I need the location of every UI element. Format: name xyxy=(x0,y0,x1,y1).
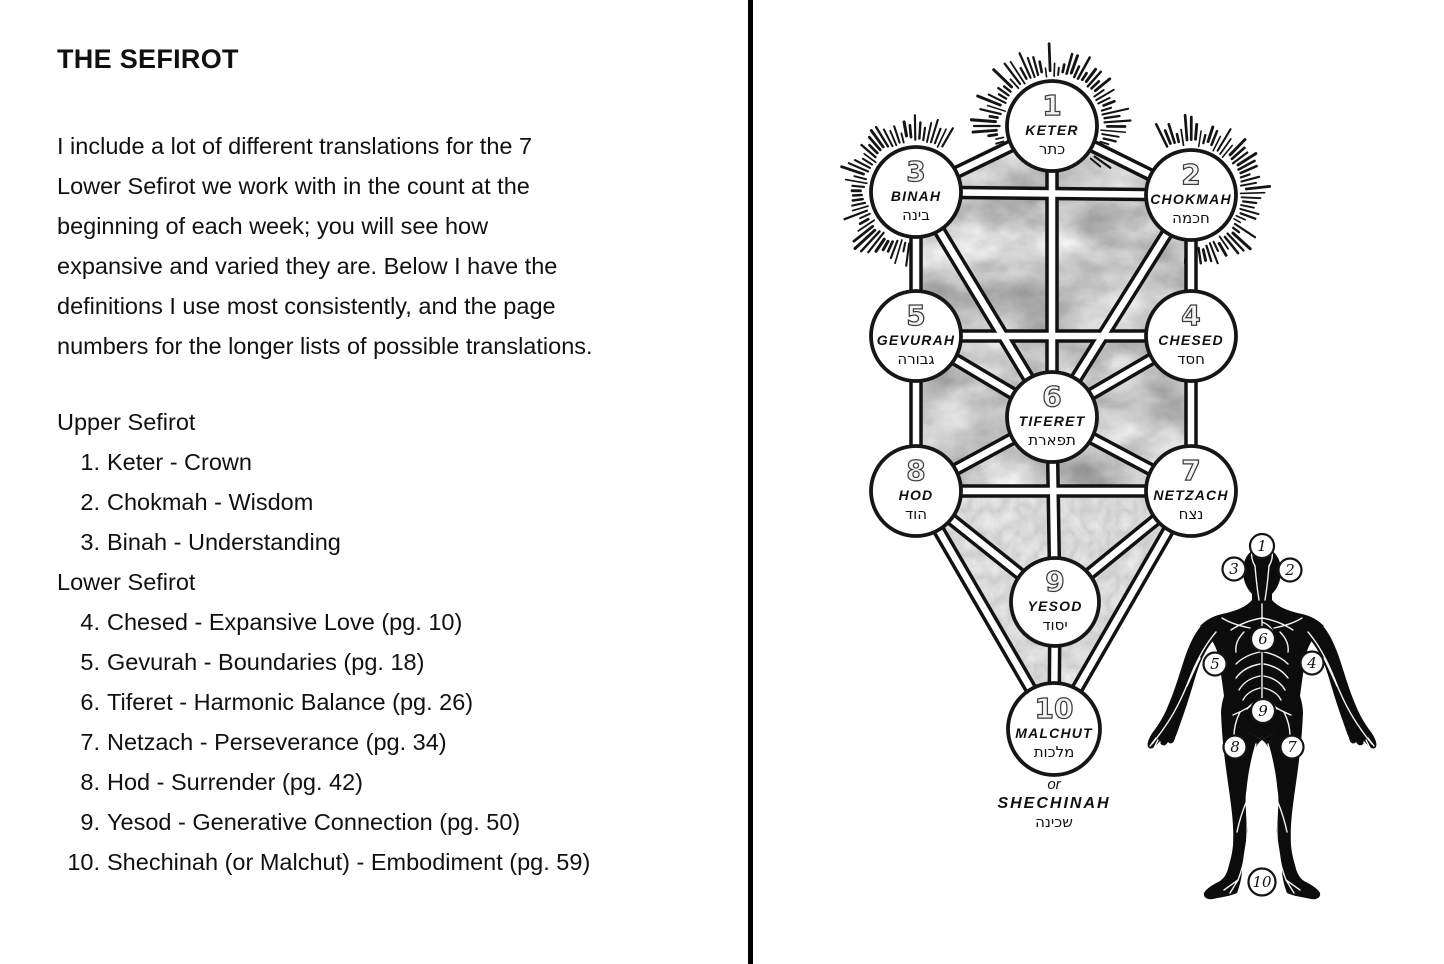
svg-text:8: 8 xyxy=(1230,738,1240,756)
page-title: THE SEFIROT xyxy=(57,44,239,74)
svg-text:TIFERET: TIFERET xyxy=(1018,413,1086,429)
list-item-number: 9. xyxy=(80,809,100,835)
svg-text:CHOKMAH: CHOKMAH xyxy=(1150,191,1232,207)
svg-text:2: 2 xyxy=(1285,561,1295,579)
svg-text:7: 7 xyxy=(1287,738,1297,756)
svg-text:1: 1 xyxy=(1042,89,1062,122)
body-figure xyxy=(1148,534,1377,899)
svg-text:שכינה: שכינה xyxy=(1035,813,1073,831)
list-item-number: 8. xyxy=(80,769,100,795)
list-item-text: Netzach - Perseverance (pg. 34) xyxy=(107,729,447,755)
svg-text:GEVURAH: GEVURAH xyxy=(876,332,956,348)
svg-text:כתר: כתר xyxy=(1038,140,1066,158)
svg-text:3: 3 xyxy=(1229,560,1239,578)
list-item-text: Yesod - Generative Connection (pg. 50) xyxy=(107,809,521,835)
tree-node-chokmah xyxy=(1146,150,1236,240)
tree-node-keter xyxy=(1007,81,1097,171)
svg-text:NETZACH: NETZACH xyxy=(1153,487,1229,503)
list-item-number: 3. xyxy=(80,529,100,555)
svg-text:6: 6 xyxy=(1042,380,1062,413)
list-item-text: Gevurah - Boundaries (pg. 18) xyxy=(107,649,425,675)
list-item-text: Binah - Understanding xyxy=(107,529,341,555)
list-item-number: 7. xyxy=(80,729,100,755)
svg-text:גבורה: גבורה xyxy=(897,350,935,368)
tree-node-hod xyxy=(871,446,961,536)
svg-text:חסד: חסד xyxy=(1177,350,1205,368)
body-point-10 xyxy=(1249,869,1276,896)
intro-line: expansive and varied they are. Below I have the xyxy=(57,253,558,279)
body-point-5 xyxy=(1204,653,1227,676)
body-point-8 xyxy=(1224,736,1247,759)
svg-text:10: 10 xyxy=(1252,873,1272,891)
svg-text:5: 5 xyxy=(1210,655,1220,673)
list-item-number: 5. xyxy=(80,649,100,675)
svg-text:3: 3 xyxy=(906,155,926,188)
list-item xyxy=(57,522,590,562)
list-item-text: Tiferet - Harmonic Balance (pg. 26) xyxy=(107,689,474,715)
svg-text:תפארת: תפארת xyxy=(1028,431,1076,449)
svg-text:4: 4 xyxy=(1181,299,1201,332)
list-item-number: 4. xyxy=(80,609,100,635)
tree-node-chesed xyxy=(1146,291,1236,381)
list-item xyxy=(57,482,590,522)
list-item-number: 2. xyxy=(80,489,100,515)
tree-node-tiferet xyxy=(1007,372,1097,462)
intro-line: definitions I use most consistently, and the page xyxy=(57,293,556,319)
svg-text:הוד: הוד xyxy=(904,505,928,523)
svg-text:10: 10 xyxy=(1034,692,1074,725)
list-item-text: Shechinah (or Malchut) - Embodiment (pg. 59) xyxy=(107,849,591,875)
malchut-alt-label xyxy=(997,776,1110,831)
intro-line: beginning of each week; you will see how xyxy=(57,213,489,239)
upper-sefirot-heading: Upper Sefirot xyxy=(57,409,196,435)
svg-text:SHECHINAH: SHECHINAH xyxy=(997,795,1111,812)
intro-paragraph xyxy=(57,126,593,366)
list-item-number: 10. xyxy=(67,849,100,875)
intro-line: numbers for the longer lists of possible translations. xyxy=(57,333,593,359)
list-item-text: Keter - Crown xyxy=(107,449,252,475)
svg-text:נצח: נצח xyxy=(1178,505,1204,523)
tree-node-binah xyxy=(871,147,961,237)
intro-line: I include a lot of different translations for the 7 xyxy=(57,133,533,159)
svg-text:7: 7 xyxy=(1181,454,1201,487)
svg-text:8: 8 xyxy=(906,454,926,487)
body-point-9 xyxy=(1251,699,1275,723)
svg-text:2: 2 xyxy=(1181,158,1201,191)
svg-text:HOD: HOD xyxy=(898,487,934,503)
list-item-text: Chesed - Expansive Love (pg. 10) xyxy=(107,609,463,635)
svg-text:1: 1 xyxy=(1257,537,1267,555)
body-point-4 xyxy=(1301,652,1324,675)
list-item xyxy=(57,722,590,762)
intro-line: Lower Sefirot we work with in the count at the xyxy=(57,173,530,199)
svg-text:or: or xyxy=(1047,776,1061,793)
svg-text:9: 9 xyxy=(1258,702,1268,720)
svg-text:חכמה: חכמה xyxy=(1172,209,1210,227)
list-item xyxy=(57,802,590,842)
tree-node-malchut xyxy=(1008,683,1100,775)
body-point-6 xyxy=(1251,627,1275,651)
tree-node-netzach xyxy=(1146,446,1236,536)
list-item-number: 1. xyxy=(80,449,100,475)
svg-text:בינה: בינה xyxy=(902,206,930,224)
list-item xyxy=(57,442,590,482)
list-item xyxy=(57,642,590,682)
svg-text:4: 4 xyxy=(1307,654,1317,672)
list-item-text: Chokmah - Wisdom xyxy=(107,489,314,515)
svg-text:6: 6 xyxy=(1258,630,1268,648)
list-item xyxy=(57,842,590,882)
svg-text:YESOD: YESOD xyxy=(1027,598,1083,614)
body-point-2 xyxy=(1279,559,1302,582)
svg-text:KETER: KETER xyxy=(1025,122,1079,138)
list-item xyxy=(57,762,590,802)
list-item-number: 6. xyxy=(80,689,100,715)
body-point-3 xyxy=(1223,558,1246,581)
svg-text:9: 9 xyxy=(1045,565,1065,598)
list-item xyxy=(57,682,590,722)
list-item xyxy=(57,602,590,642)
tree-node-gevurah xyxy=(871,291,961,381)
svg-text:CHESED: CHESED xyxy=(1158,332,1224,348)
sefirot-lists xyxy=(57,402,590,882)
svg-text:5: 5 xyxy=(906,299,926,332)
body-point-1 xyxy=(1250,534,1274,558)
svg-text:מלכות: מלכות xyxy=(1033,743,1075,761)
tree-node-yesod xyxy=(1011,558,1099,646)
list-item-text: Hod - Surrender (pg. 42) xyxy=(107,769,364,795)
sefirot-diagram xyxy=(753,0,1444,964)
svg-text:BINAH: BINAH xyxy=(890,188,942,204)
lower-sefirot-heading: Lower Sefirot xyxy=(57,569,196,595)
svg-text:MALCHUT: MALCHUT xyxy=(1015,725,1093,741)
body-point-7 xyxy=(1281,736,1304,759)
svg-text:יסוד: יסוד xyxy=(1042,616,1068,634)
